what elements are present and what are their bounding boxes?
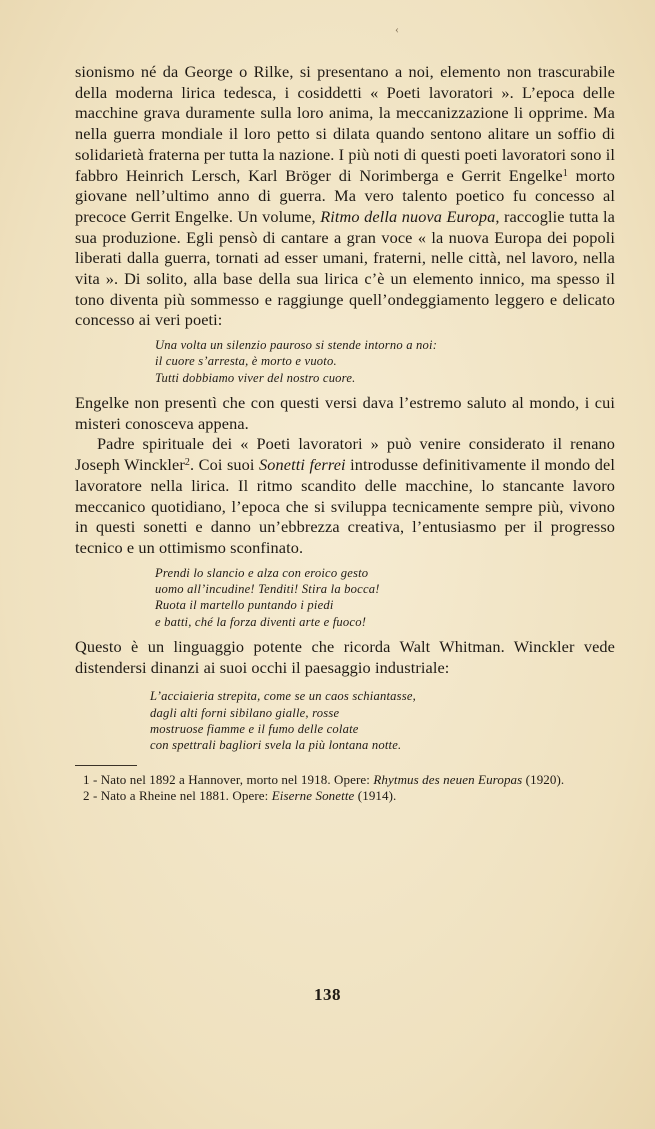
book-title-ritmo: Ritmo della nuova Europa,: [320, 206, 500, 226]
page-number: 138: [314, 985, 341, 1004]
body-text: [75, 62, 615, 803]
verse-winckler-2: [150, 688, 615, 753]
paragraph-1-part-b: morto giovane nell’ultimo anno di guerra. Ma vero talento poetico fu concesso al precoce Gerrit Engelke. Un volume,: [75, 165, 616, 226]
footnote-ref-2: 2: [184, 457, 190, 469]
top-mark: ‹: [395, 22, 399, 36]
verse-line: e batti, ché la forza diventi arte e fuoco!: [155, 614, 367, 629]
paragraph-3-part-b: . Coi suoi: [189, 455, 260, 475]
verse-line: Ruota il martello puntando i piedi: [155, 598, 334, 613]
paragraph-1-part-c: raccoglie tutta la sua produzione. Egli pensò di cantare a gran voce « la nuova Europa dei popoli liberati dalla guerra, tornati ad esser umani, fraterni, nelle città, nel lavoro, nella vita ». Di solito, alla base della sua lirica c’è un elemento innico, ma spesso il tono diventa più sommesso e raggiunge quell’ondeggiamento leggero e delicato concesso ai veri poeti:: [75, 206, 615, 330]
verse-line: dagli alti forni sibilano gialle, rosse: [150, 705, 340, 720]
footnote-1-text: 1 - Nato nel 1892 a Hannover, morto nel 1918. Opere:: [83, 772, 374, 788]
footnote-2-text: 2 - Nato a Rheine nel 1881. Opere:: [83, 787, 272, 803]
footnote-2-title: Eiserne Sonette: [271, 787, 355, 803]
footnote-2-year: (1914).: [354, 787, 397, 803]
footnote-2: [73, 788, 628, 804]
verse-line: mostruose fiamme e il fumo delle colate: [150, 721, 359, 736]
paragraph-2: Engelke non presentì che con questi versi dava l’estremo saluto al mondo, i cui misteri conosceva appena.: [75, 393, 615, 433]
verse-line: il cuore s’arresta, è morto e vuoto.: [155, 354, 337, 369]
verse-line: uomo all’incudine! Tenditi! Stira la bocca!: [155, 581, 380, 596]
verse-line: Una volta un silenzio pauroso si stende intorno a noi:: [155, 338, 438, 353]
verse-line: Tutti dobbiamo viver del nostro cuore.: [155, 370, 356, 385]
verse-line: L’acciaieria strepita, come se un caos schiantasse,: [150, 689, 416, 704]
paragraph-3-part-a: Padre spirituale dei « Poeti lavoratori » può venire considerato il renano Joseph Winckler: [75, 434, 615, 475]
verse-engelke: [155, 337, 615, 386]
footnote-1-year: (1920).: [522, 772, 565, 788]
paragraph-3-part-c: introdusse definitivamente il mondo del lavoratore nella lirica. Il ritmo scandito delle macchine, lo stancante lavoro meccanico quotidiano, l’epoca che si sviluppa tecnicamente sempre più, vivono in questi sonetti e danno un’ebbrezza creativa, l’entusiasmo per il progresso tecnico e un ottimismo sconfinato.: [75, 455, 615, 557]
book-title-sonetti: Sonetti ferrei: [259, 455, 346, 475]
paragraph-3: [75, 434, 615, 558]
verse-winckler-1: [155, 565, 615, 630]
footnote-1-title: Rhytmus des neuen Europas: [373, 772, 523, 788]
footnote-divider: [75, 765, 137, 766]
footnotes: [73, 772, 628, 803]
footnote-1: [73, 772, 628, 788]
footnote-ref-1: 1: [562, 167, 568, 179]
verse-line: con spettrali bagliori svela la più lontana notte.: [150, 738, 402, 753]
paragraph-1-part-a: sionismo né da George o Rilke, si presentano a noi, elemento non trascurabile della moderna lirica tedesca, i cosiddetti « Poeti lavoratori ». L’epoca delle macchine grava duramente sulla loro anima, la meccanizzazione li opprime. Ma nella guerra mondiale il loro petto si dilata quando sentono alitare un soffio di solidarietà fraterna per tutta la nazione. I più noti di questi poeti lavoratori sono il fabbro Heinrich Lersch, Karl Bröger di Norimberga e Gerrit Engelke: [75, 62, 615, 185]
verse-line: Prendi lo slancio e alza con eroico gesto: [155, 565, 369, 580]
paragraph-4: Questo è un linguaggio potente che ricorda Walt Whitman. Winckler vede distendersi dinanzi ai suoi occhi il paesaggio industriale:: [75, 636, 615, 677]
paragraph-1: [75, 62, 615, 331]
